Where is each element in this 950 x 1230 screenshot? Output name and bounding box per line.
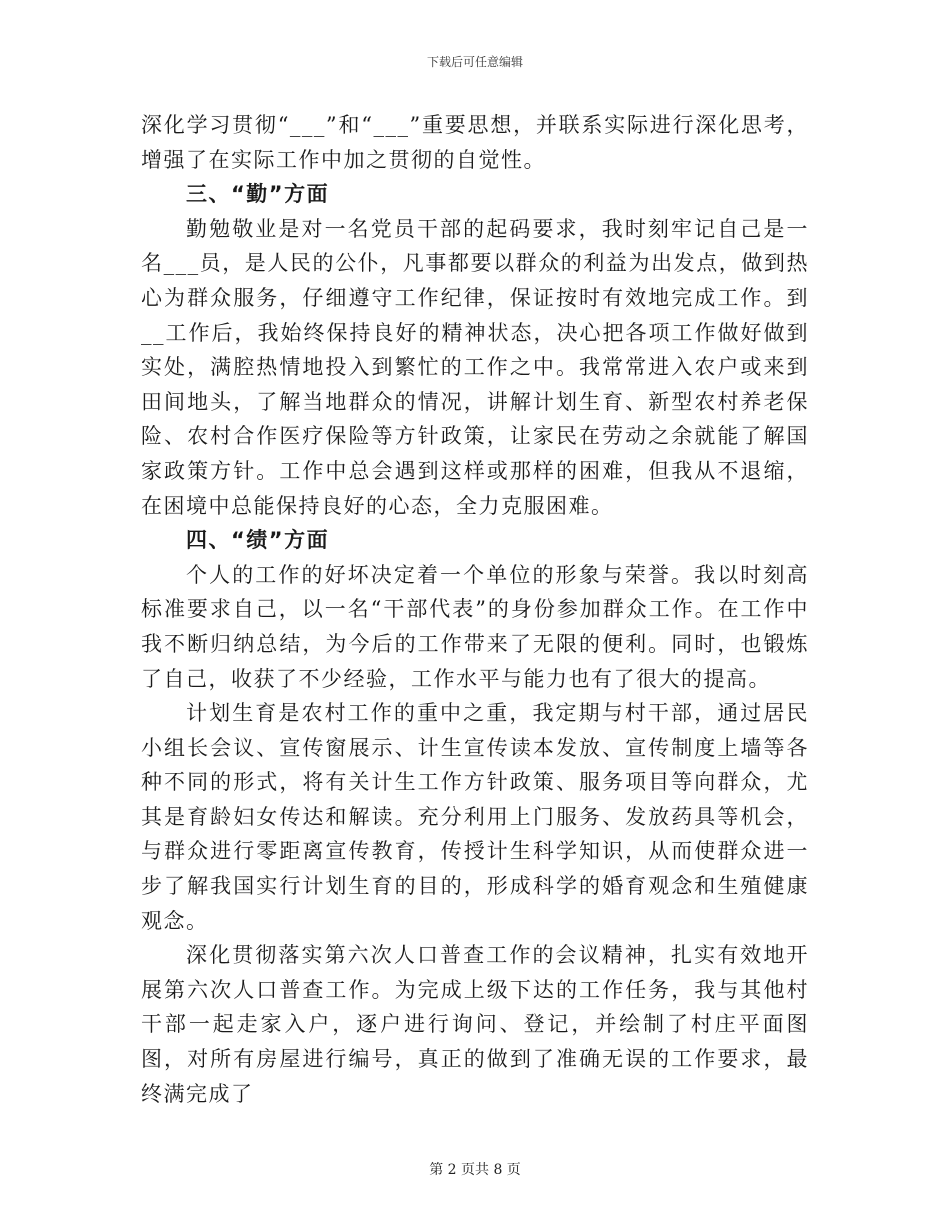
page-number: 第 2 页共 8 页 [429,1162,521,1178]
paragraph-continuation: 深化学习贯彻“___”和“___”重要思想，并联系实际进行深化思考，增强了在实际工作中加之贯彻的自觉性。 [141,113,809,172]
paragraph-family-planning: 计划生育是农村工作的重中之重，我定期与村干部，通过居民小组长会议、宣传窗展示、计生宣传读本发放、宣传制度上墙等各种不同的形式，将有关计生工作方针政策、服务项目等向群众，尤其是育龄妇女传达和解读。充分利用上门服务、发放药具等机会，与群众进行零距离宣传教育，传授计生科学知识，从而使群众进一步了解我国实行计划生育的目的，形成科学的婚育观念和生殖健康观念。 [141,701,809,933]
section-heading-performance: 四、“绩”方面 [186,528,330,553]
paragraph-performance-intro: 个人的工作的好坏决定着一个单位的形象与荣誉。我以时刻高标准要求自己，以一名“干部代表”的身份参加群众工作。在工作中我不断归纳总结，为今后的工作带来了无限的便利。同时，也锻炼了自己，收获了不少经验，工作水平与能力也有了很大的提高。 [141,562,809,691]
document-body [141,108,809,1111]
page-header-note: 下载后可任意编辑 [426,55,523,69]
paragraph-diligence: 勤勉敬业是对一名党员干部的起码要求，我时刻牢记自己是一名___员，是人民的公仆，凡事都要以群众的利益为出发点，做到热心为群众服务，仔细遵守工作纪律，保证按时有效地完成工作。到__工作后，我始终保持良好的精神状态，决心把各项工作做好做到实处，满腔热情地投入到繁忙的工作之中。我常常进入农户或来到田间地头，了解当地群众的情况，讲解计划生育、新型农村养老保险、农村合作医疗保险等方针政策，让家民在劳动之余就能了解国家政策方针。工作中总会遇到这样或那样的困难，但我从不退缩，在困境中总能保持良好的心态，全力克服困难。 [141,216,809,518]
paragraph-census: 深化贯彻落实第六次人口普查工作的会议精神，扎实有效地开展第六次人口普查工作。为完成上级下达的工作任务，我与其他村干部一起走家入户，逐户进行询问、登记，并绘制了村庄平面图图，对所有房屋进行编号，真正的做到了准确无误的工作要求，最终满完成了 [141,943,809,1106]
section-heading-diligence: 三、“勤”方面 [186,182,330,207]
